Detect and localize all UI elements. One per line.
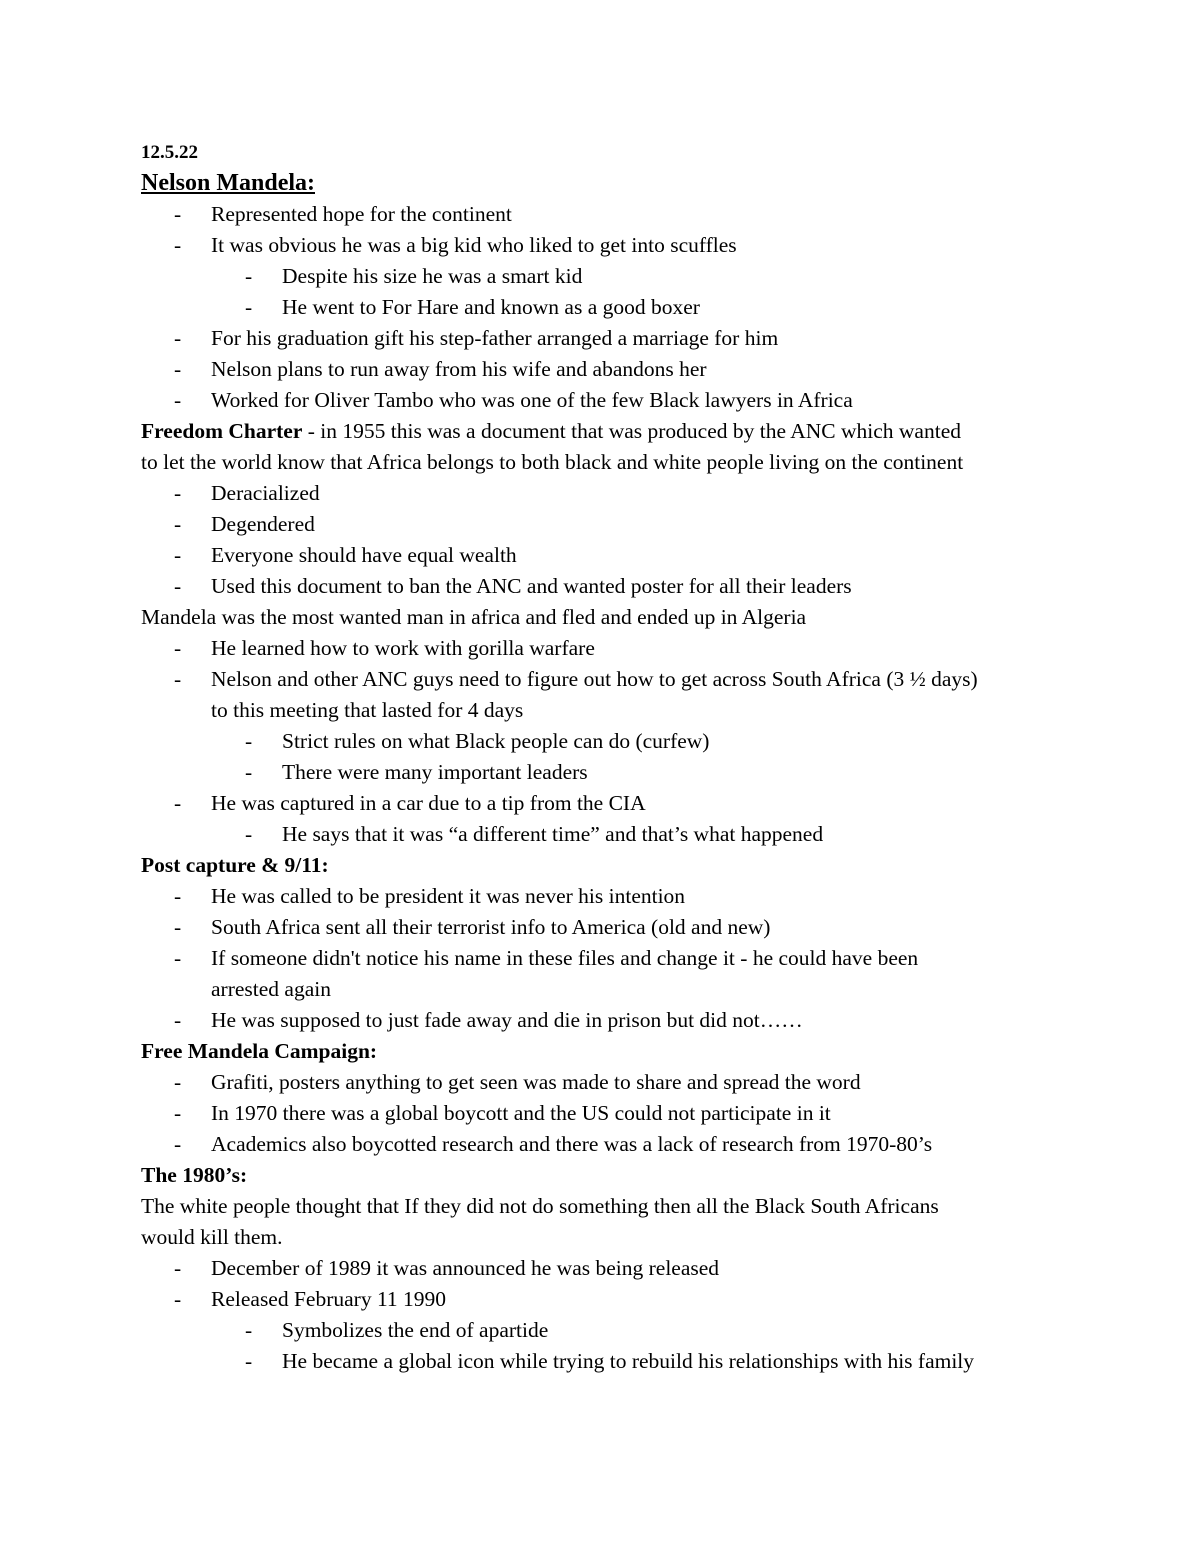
sub-list-item: - He became a global icon while trying to rebuild his relationships with his family — [141, 1346, 1071, 1377]
dash-bullet: - — [174, 326, 182, 350]
dash-bullet: - — [245, 760, 253, 784]
dash-bullet: - — [174, 512, 182, 536]
list-item: - Everyone should have equal wealth — [141, 540, 1071, 571]
section-heading-post-capture: Post capture & 9/11: — [141, 853, 329, 877]
dash-bullet: - — [174, 543, 182, 567]
sub-list-item: - He went to For Hare and known as a good boxer — [141, 292, 1071, 323]
list-item: - It was obvious he was a big kid who liked to get into scuffles — [141, 230, 1071, 261]
date: 12.5.22 — [141, 142, 198, 163]
list-item: - South Africa sent all their terrorist info to America (old and new) — [141, 912, 1071, 943]
dash-bullet: - — [174, 388, 182, 412]
list-item: - Deracialized — [141, 478, 1071, 509]
dash-bullet: - — [174, 915, 182, 939]
sub-list-item: - Strict rules on what Black people can do (curfew) — [141, 726, 1071, 757]
list-item: - For his graduation gift his step-father arranged a marriage for him — [141, 323, 1071, 354]
page-title: Nelson Mandela: — [141, 170, 315, 196]
list-item: - He was supposed to just fade away and die in prison but did not…… — [141, 1005, 1071, 1036]
dash-bullet: - — [174, 1256, 182, 1280]
list-item: - Released February 11 1990 — [141, 1284, 1071, 1315]
dash-bullet: - — [174, 202, 182, 226]
dash-bullet: - — [245, 264, 253, 288]
dash-bullet: - — [174, 1287, 182, 1311]
dash-bullet: - — [174, 791, 182, 815]
section-heading-1980s: The 1980’s: — [141, 1163, 248, 1187]
sub-list-item: - He says that it was “a different time” and that’s what happened — [141, 819, 1071, 850]
list-item: - If someone didn't notice his name in these files and change it - he could have been — [141, 943, 1071, 974]
section-heading-free-mandela: Free Mandela Campaign: — [141, 1039, 378, 1063]
dash-bullet: - — [174, 481, 182, 505]
list-item-continuation: arrested again — [211, 977, 331, 1001]
list-item: - December of 1989 it was announced he was being released — [141, 1253, 1071, 1284]
list-item: - Grafiti, posters anything to get seen was made to share and spread the word — [141, 1067, 1071, 1098]
sub-list-item: - There were many important leaders — [141, 757, 1071, 788]
paragraph-1980s-cont: would kill them. — [141, 1225, 283, 1249]
dash-bullet: - — [174, 636, 182, 660]
paragraph-1980s: The white people thought that If they did not do something then all the Black South Africans — [141, 1194, 939, 1218]
dash-bullet: - — [174, 357, 182, 381]
dash-bullet: - — [245, 1349, 253, 1373]
most-wanted-paragraph: Mandela was the most wanted man in africa and fled and ended up in Algeria — [141, 605, 807, 629]
sub-list-item: - Despite his size he was a smart kid — [141, 261, 1071, 292]
list-item: - Worked for Oliver Tambo who was one of the few Black lawyers in Africa — [141, 385, 1071, 416]
list-item: - In 1970 there was a global boycott and the US could not participate in it — [141, 1098, 1071, 1129]
dash-bullet: - — [174, 884, 182, 908]
list-item-continuation: to this meeting that lasted for 4 days — [211, 698, 524, 722]
list-item: - He was captured in a car due to a tip from the CIA — [141, 788, 1071, 819]
freedom-charter-paragraph: Freedom Charter - in 1955 this was a document that was produced by the ANC which wanted — [141, 419, 961, 443]
dash-bullet: - — [245, 822, 253, 846]
freedom-charter-paragraph-cont: to let the world know that Africa belongs to both black and white people living on the continent — [141, 450, 964, 474]
list-item: - Nelson plans to run away from his wife and abandons her — [141, 354, 1071, 385]
dash-bullet: - — [245, 1318, 253, 1342]
list-item: - He learned how to work with gorilla warfare — [141, 633, 1071, 664]
list-item: - Represented hope for the continent — [141, 199, 1071, 230]
dash-bullet: - — [174, 667, 182, 691]
list-item: - He was called to be president it was never his intention — [141, 881, 1071, 912]
dash-bullet: - — [245, 295, 253, 319]
dash-bullet: - — [245, 729, 253, 753]
dash-bullet: - — [174, 574, 182, 598]
dash-bullet: - — [174, 946, 182, 970]
list-item: - Academics also boycotted research and there was a lack of research from 1970-80’s — [141, 1129, 1071, 1160]
dash-bullet: - — [174, 1070, 182, 1094]
dash-bullet: - — [174, 233, 182, 257]
dash-bullet: - — [174, 1101, 182, 1125]
list-item: - Used this document to ban the ANC and wanted poster for all their leaders — [141, 571, 1071, 602]
list-item: - Nelson and other ANC guys need to figure out how to get across South Africa (3 ½ days) — [141, 664, 1071, 695]
sub-list-item: - Symbolizes the end of apartide — [141, 1315, 1071, 1346]
freedom-charter-label: Freedom Charter — [141, 419, 303, 443]
dash-bullet: - — [174, 1008, 182, 1032]
document-body — [141, 137, 1071, 1377]
dash-bullet: - — [174, 1132, 182, 1156]
list-item: - Degendered — [141, 509, 1071, 540]
